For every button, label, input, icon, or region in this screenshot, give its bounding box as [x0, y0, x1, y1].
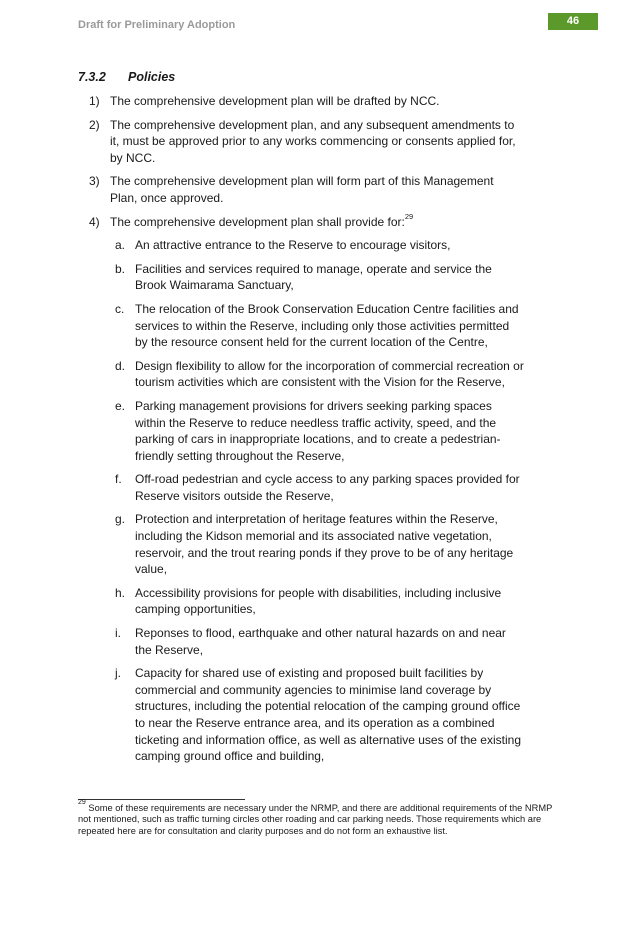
provision-text: An attractive entrance to the Reserve to encourage visitors, — [135, 238, 451, 253]
provision-item — [0, 358, 525, 391]
provisions-list — [0, 237, 638, 765]
provision-text: Protection and interpretation of heritage features within the Reserve, including the Kidson memorial and its associated native vegetation, reservoir, and the trout rearing ponds if they prove to be of any heritage value, — [135, 512, 514, 577]
provision-item — [0, 511, 525, 577]
list-marker: g. — [115, 512, 126, 527]
footnote-text: Some of these requirements are necessary under the NRMP, and there are additional requirements of the NRMP not mentioned, such as traffic turning circles other roading and car parking needs. Those requirements which are repeated here are for consultation and clarity purposes and do not form an exhaustive list. — [78, 803, 553, 836]
provision-text: Parking management provisions for drivers seeking parking spaces within the Reserve to reduce needless traffic activity, speed, and the parking of cars in inappropriate locations, and to create a pedestrian-friendly setting throughout the Reserve, — [135, 398, 501, 463]
provision-text: The relocation of the Brook Conservation Education Centre facilities and services to within the Reserve, including only those activities permitted by the resource consent held for the current location of the Centre, — [135, 301, 519, 350]
list-marker: d. — [115, 358, 126, 373]
provision-item — [0, 301, 525, 351]
document-header: Draft for Preliminary Adoption — [78, 19, 236, 31]
section-number: 7.3.2 — [78, 70, 106, 84]
policy-text: The comprehensive development plan will form part of this Management Plan, once approved. — [110, 174, 494, 205]
policy-item — [0, 117, 520, 167]
list-marker: 1) — [89, 94, 100, 108]
list-marker: 3) — [89, 174, 100, 189]
list-marker: f. — [115, 472, 122, 487]
list-marker: 4) — [89, 214, 100, 229]
list-marker: b. — [115, 261, 126, 276]
policy-content — [0, 93, 638, 772]
footnote-reference[interactable]: 29 — [404, 211, 414, 221]
policy-item — [0, 93, 520, 110]
provision-text: Accessibility provisions for people with disabilities, including inclusive camping opportunities, — [135, 585, 502, 617]
provision-text: Facilities and services required to manage, operate and service the Brook Waimarama Sanctuary, — [135, 261, 492, 293]
provision-text: Off-road pedestrian and cycle access to any parking spaces provided for Reserve visitors outside the Reserve, — [135, 472, 520, 503]
policy-text: The comprehensive development plan, and any subsequent amendments to it, must be approved prior to any works commencing or consents applied for, by NCC. — [110, 117, 516, 165]
provision-text: Design flexibility to allow for the incorporation of commercial recreation or tourism activities which are consistent with the Vision for the Reserve, — [135, 358, 524, 390]
list-marker: c. — [115, 301, 125, 316]
footnote — [78, 798, 563, 837]
provision-item — [0, 398, 525, 464]
list-marker: i. — [115, 626, 121, 641]
policy-text: The comprehensive development plan will be drafted by NCC. — [110, 94, 440, 108]
provision-item — [0, 237, 525, 254]
provision-text: Reponses to flood, earthquake and other natural hazards on and near the Reserve, — [135, 626, 506, 657]
list-marker: j. — [115, 666, 121, 681]
section-heading — [78, 70, 175, 84]
policy-text: The comprehensive development plan shall provide for: — [110, 214, 405, 229]
footnote-number: 29 — [78, 798, 86, 806]
provision-item — [0, 665, 525, 765]
policy-item — [0, 211, 520, 231]
list-marker: e. — [115, 398, 126, 413]
footnote-separator — [78, 799, 245, 800]
provision-item — [0, 261, 525, 294]
provision-item — [0, 625, 525, 658]
list-marker: h. — [115, 585, 126, 600]
policy-item — [0, 173, 520, 206]
list-marker: a. — [115, 238, 126, 253]
provision-item — [0, 471, 525, 504]
list-marker: 2) — [89, 117, 100, 132]
section-title: Policies — [128, 70, 176, 84]
page-number-badge: 46 — [548, 13, 598, 30]
provision-item — [0, 585, 525, 618]
provision-text: Capacity for shared use of existing and proposed built facilities by commercial and community agencies to minimise land coverage by structures, including the potential relocation of the camping ground office to near the Reserve entrance area, and its operation as a combined ticketing and information office, as well as alternative uses of the existing camping ground office and building, — [135, 666, 521, 764]
